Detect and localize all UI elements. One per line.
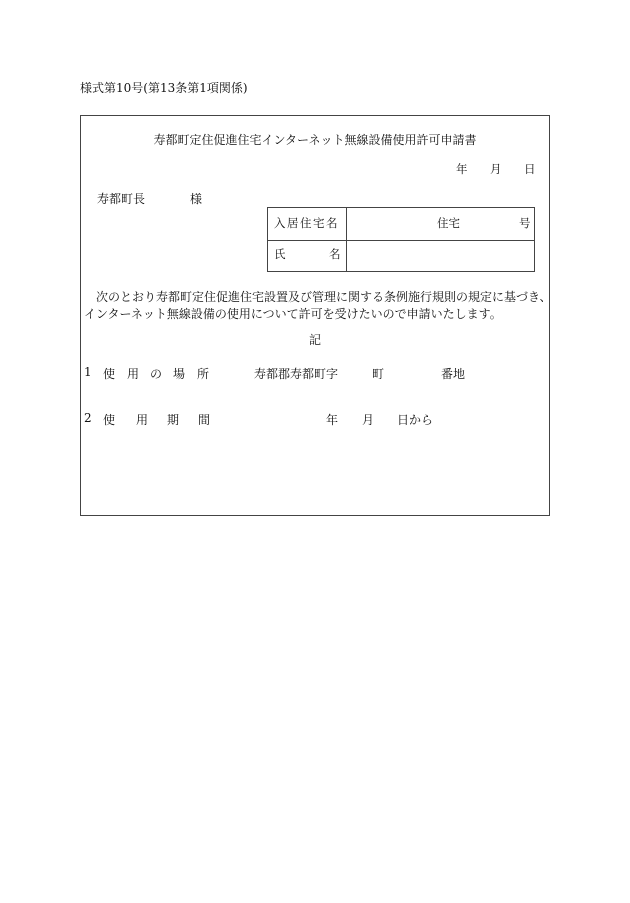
name-label-first: 氏 [274,247,286,261]
date-day: 日 [524,162,536,176]
form-number: 様式第10号(第13条第1項関係) [80,81,248,95]
label-char: 所 [197,367,210,381]
period-month: 月 [362,413,375,427]
name-label-second: 名 [329,247,341,261]
item-usage-location [0,365,630,379]
residence-housing-text: 住宅 [437,216,460,230]
label-char: 間 [198,413,211,427]
application-body [84,289,550,323]
residence-label: 入居住宅名 [274,216,339,230]
addressee-honorific: 様 [190,192,203,206]
date-month: 月 [490,162,502,176]
body-line-1: 次のとおり寿都町定住促進住宅設置及び管理に関する条例施行規則の規定に基づき、 [96,290,552,304]
label-char: 使 [103,367,116,381]
address-banchi: 番地 [441,367,466,381]
body-line-2: インターネット無線設備の使用について許可を受けたいので申請いたします。 [84,307,502,321]
item-usage-period [0,411,630,425]
table-column-divider [346,208,347,271]
form-title: 寿都町定住促進住宅インターネット無線設備使用許可申請書 [153,133,477,147]
label-char: 用 [136,413,149,427]
residence-number-text: 号 [519,216,531,230]
label-char: 用 [127,367,140,381]
ki-heading: 記 [308,333,321,347]
date-year: 年 [456,162,468,176]
period-day-from: 日から [397,413,434,427]
label-char: 場 [173,367,186,381]
item-number: 2 [84,411,92,425]
address-prefix: 寿都郡寿都町字 [254,367,339,381]
label-char: の [150,367,163,381]
period-year: 年 [326,413,339,427]
item-number: 1 [84,365,92,379]
addressee-name: 寿都町長 [97,192,146,206]
address-town: 町 [372,367,385,381]
table-row-divider [268,240,534,241]
label-char: 期 [167,413,180,427]
date-line [456,164,536,178]
label-char: 使 [103,413,116,427]
